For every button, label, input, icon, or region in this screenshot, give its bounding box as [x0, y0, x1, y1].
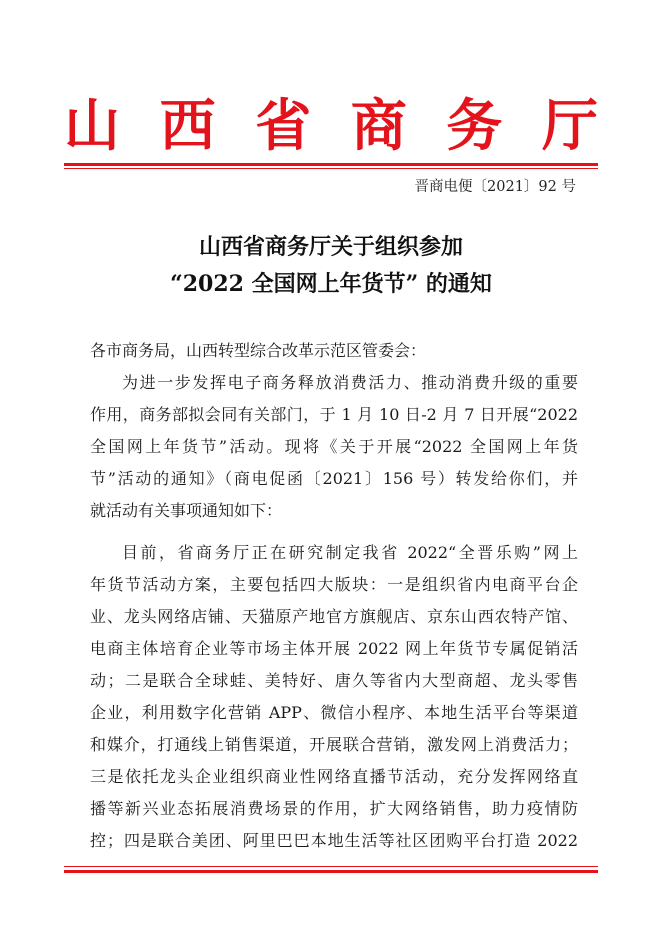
- body-line: 为进一步发挥电子商务释放消费活力、推动消费升级的重要: [122, 373, 578, 392]
- document-title-line-2: “2022 全国网上年货节” 的通知: [170, 271, 492, 297]
- body-line: 三是依托龙头企业组织商业性网络直播节活动，充分发挥网络直: [90, 767, 578, 786]
- body-line: 节”活动的通知》（商电促函〔2021〕156 号）转发给你们，并: [90, 469, 578, 488]
- body-line: 作用，商务部拟会同有关部门，于 1 月 10 日-2 月 7 日开展“2022: [90, 405, 578, 424]
- body-line: 业、龙头网络店铺、天猫原产地官方旗舰店、京东山西农特产馆、: [90, 607, 578, 626]
- header-char: 省: [255, 93, 312, 159]
- footer-red-rule-thin: [64, 866, 598, 867]
- header-char: 务: [446, 93, 503, 159]
- body-line: 电商主体培育企业等市场主体开展 2022 网上年货节专属促销活: [90, 639, 578, 658]
- body-line: 就活动有关事项通知如下：: [90, 501, 283, 520]
- body-line: 全国网上年货节”活动。现将《关于开展“2022 全国网上年货: [90, 437, 578, 456]
- document-title-line-1: 山西省商务厅关于组织参加: [198, 234, 463, 260]
- salutation-line: 各市商务局，山西转型综合改革示范区管委会：: [90, 341, 427, 360]
- header-char: 商: [350, 93, 407, 159]
- document-number: 晋商电便〔2021〕92 号: [414, 179, 576, 195]
- document-body: [90, 0, 578, 936]
- body-line: 动；二是联合全球蛙、美特好、唐久等省内大型商超、龙头零售: [90, 671, 578, 690]
- body-line: 控；四是联合美团、阿里巴巴本地生活等社区团购平台打造 2022: [90, 831, 578, 850]
- body-line: 目前，省商务厅正在研究制定我省 2022“全晋乐购”网上: [122, 543, 578, 562]
- header-char: 厅: [541, 93, 598, 159]
- body-line: 年货节活动方案，主要包括四大版块：一是组织省内电商平台企: [90, 575, 578, 594]
- body-line: 企业，利用数字化营销 APP、微信小程序、本地生活平台等渠道: [90, 703, 578, 722]
- body-line: 和媒介，打通线上销售渠道，开展联合营销，激发网上消费活力；: [90, 735, 578, 754]
- body-line: 播等新兴业态拓展消费场景的作用，扩大网络销售，助力疫情防: [90, 799, 578, 818]
- header-char: 西: [159, 93, 216, 159]
- footer-red-rule-thick: [64, 870, 598, 873]
- header-char: 山: [64, 93, 120, 159]
